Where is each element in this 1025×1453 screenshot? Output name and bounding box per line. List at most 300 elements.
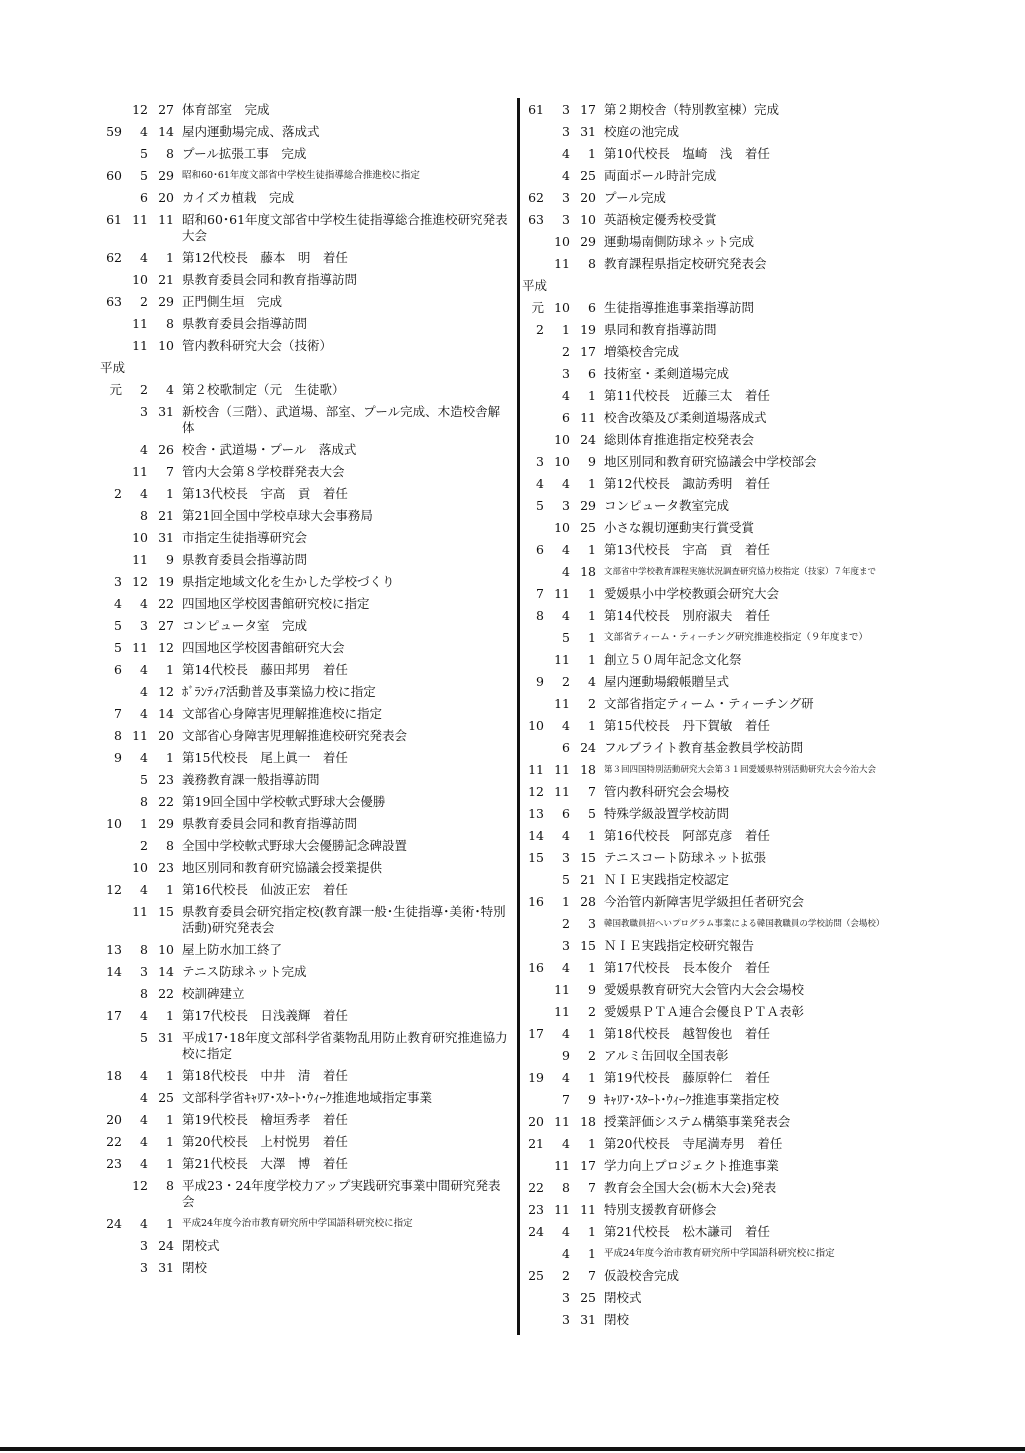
- month-cell: 6: [562, 740, 570, 755]
- year-cell: 5: [114, 640, 122, 655]
- year-cell: 63: [528, 212, 544, 227]
- year-cell: 20: [528, 1114, 544, 1129]
- year-cell: [522, 652, 544, 668]
- day-cell: 1: [588, 630, 596, 645]
- event-text: プール完成: [604, 190, 666, 205]
- event-text: 平成23・24年度学校力アップ実践研究事業中間研究発表会: [182, 1178, 501, 1209]
- event-text: 校舎・武道場・プール 落成式: [182, 442, 357, 457]
- month-cell: 11: [554, 762, 570, 777]
- event-text: 市指定生徒指導研究会: [182, 530, 308, 545]
- timeline-entry: [522, 1045, 922, 1067]
- year-cell: 23: [106, 1156, 122, 1171]
- day-cell: 17: [580, 102, 596, 117]
- year-cell: 元: [109, 382, 122, 397]
- year-cell: [100, 794, 122, 810]
- day-cell: 1: [588, 960, 596, 975]
- event-text: 県教育委員会指導訪問: [182, 552, 308, 567]
- year-cell: 13: [528, 806, 544, 821]
- month-cell: 8: [562, 1180, 570, 1195]
- timeline-entry: [522, 121, 922, 143]
- timeline-entry: [522, 1287, 922, 1309]
- timeline-entry: [100, 1131, 510, 1153]
- day-cell: 3: [588, 916, 596, 931]
- event-text: テニス防球ネット完成: [182, 964, 307, 979]
- event-text: 閉校式: [182, 1238, 220, 1253]
- year-cell: 3: [114, 574, 122, 589]
- day-cell: 23: [158, 772, 174, 787]
- year-cell: [100, 1260, 122, 1276]
- timeline-entry: [522, 759, 922, 781]
- year-cell: [522, 630, 544, 646]
- timeline-entry: [100, 505, 510, 527]
- month-cell: 10: [132, 530, 148, 545]
- timeline-entry: [522, 231, 922, 253]
- year-cell: [522, 1290, 544, 1306]
- day-cell: 31: [580, 124, 596, 139]
- event-text: 平成24年度今治市教育研究所中学国語科研究校に指定: [604, 1248, 835, 1259]
- day-cell: 8: [166, 838, 174, 853]
- year-cell: [522, 740, 544, 756]
- day-cell: 15: [158, 904, 174, 919]
- month-cell: 5: [562, 630, 570, 645]
- month-cell: 11: [554, 586, 570, 601]
- event-text: 英語検定優秀校受賞: [604, 212, 717, 227]
- event-text: 第21代校長 松木謙司 着任: [604, 1224, 770, 1239]
- timeline-entry: [100, 99, 510, 121]
- day-cell: 1: [588, 476, 596, 491]
- event-text: 文部科学省ｷｬﾘｱ･ｽﾀｰﾄ･ｳｨｰｸ推進地域指定事業: [182, 1090, 433, 1105]
- month-cell: 8: [140, 942, 148, 957]
- month-cell: 8: [140, 508, 148, 523]
- month-cell: 11: [554, 1158, 570, 1173]
- year-cell: 7: [536, 586, 544, 601]
- timeline-entry: [100, 983, 510, 1005]
- month-cell: 11: [554, 784, 570, 799]
- timeline-entry: [522, 319, 922, 341]
- timeline-entry: [522, 1243, 922, 1265]
- year-cell: [522, 982, 544, 998]
- event-text: 仮設校舎完成: [604, 1268, 680, 1283]
- year-cell: [522, 1092, 544, 1108]
- month-cell: 11: [554, 696, 570, 711]
- month-cell: 4: [140, 684, 148, 699]
- event-text: 全国中学校軟式野球大会優勝記念碑設置: [182, 838, 408, 853]
- event-text: 第11代校長 近藤三太 着任: [604, 388, 770, 403]
- month-cell: 4: [140, 750, 148, 765]
- year-cell: [100, 338, 122, 354]
- timeline-entry: [522, 1155, 922, 1177]
- event-text: フルブライト教育基金教員学校訪問: [604, 740, 804, 755]
- month-cell: 4: [562, 1136, 570, 1151]
- timeline-entry: [522, 1265, 922, 1287]
- timeline-entry: [522, 253, 922, 275]
- timeline-entry: [522, 143, 922, 165]
- year-cell: 11: [528, 762, 544, 777]
- timeline-entry: [522, 561, 922, 583]
- day-cell: 1: [588, 1224, 596, 1239]
- day-cell: 20: [158, 728, 174, 743]
- month-cell: 4: [140, 662, 148, 677]
- day-cell: 22: [158, 986, 174, 1001]
- month-cell: 3: [562, 1290, 570, 1305]
- timeline-entry: [100, 1257, 510, 1279]
- month-cell: 10: [554, 454, 570, 469]
- year-cell: 19: [528, 1070, 544, 1085]
- timeline-entry: [100, 1087, 510, 1109]
- event-text: 県教育委員会研究指定校(教育課一般･生徒指導･美術･特別活動)研究発表会: [182, 904, 506, 935]
- event-text: アルミ缶回収全国表彰: [604, 1048, 729, 1063]
- day-cell: 2: [588, 1048, 596, 1063]
- timeline-entry: [522, 715, 922, 737]
- year-cell: 4: [536, 476, 544, 491]
- month-cell: 12: [132, 574, 148, 589]
- year-cell: [100, 316, 122, 332]
- year-cell: [100, 464, 122, 480]
- timeline-entry: [522, 803, 922, 825]
- year-cell: 8: [114, 728, 122, 743]
- timeline-entry: [522, 649, 922, 671]
- event-text: 第10代校長 塩崎 浅 着任: [604, 146, 770, 161]
- event-text: コンピュータ室 完成: [182, 618, 308, 633]
- event-text: 文部省ティーム・ティーチング研究推進校指定（９年度まで）: [604, 632, 868, 643]
- day-cell: 10: [158, 338, 174, 353]
- year-cell: [100, 1090, 122, 1106]
- month-cell: 3: [562, 1312, 570, 1327]
- event-text: 昭和60･61年度文部省中学校生徒指導総合推進校に指定: [182, 170, 420, 181]
- event-text: 第12代校長 藤本 明 着任: [182, 250, 348, 265]
- day-cell: 8: [166, 1178, 174, 1193]
- day-cell: 1: [166, 1134, 174, 1149]
- day-cell: 1: [588, 718, 596, 733]
- timeline-entry: [100, 1109, 510, 1131]
- month-cell: 4: [562, 608, 570, 623]
- month-cell: 4: [140, 1112, 148, 1127]
- event-text: ＮＩＥ実践指定校研究報告: [604, 938, 755, 953]
- month-cell: 3: [562, 124, 570, 139]
- era-heading: [100, 357, 510, 379]
- event-text: 第19代校長 藤原幹仁 着任: [604, 1070, 770, 1085]
- timeline-entry: [100, 527, 510, 549]
- day-cell: 24: [580, 432, 596, 447]
- year-cell: [522, 1246, 544, 1262]
- event-text: 小さな親切運動実行賞受賞: [604, 520, 755, 535]
- month-cell: 10: [554, 520, 570, 535]
- month-cell: 5: [562, 872, 570, 887]
- year-cell: [522, 146, 544, 162]
- year-cell: 9: [536, 674, 544, 689]
- year-cell: [100, 442, 122, 458]
- month-cell: 4: [140, 596, 148, 611]
- year-cell: [522, 938, 544, 954]
- year-cell: [522, 366, 544, 382]
- timeline-entry: [522, 1089, 922, 1111]
- event-text: 県同和教育指導訪問: [604, 322, 717, 337]
- timeline-entry: [100, 835, 510, 857]
- month-cell: 4: [140, 882, 148, 897]
- event-text: 閉校: [604, 1312, 630, 1327]
- year-cell: 7: [114, 706, 122, 721]
- day-cell: 31: [158, 1260, 174, 1275]
- event-text: 第２期校舎（特別教室棟）完成: [604, 102, 780, 117]
- year-cell: 12: [528, 784, 544, 799]
- event-text: 閉校: [182, 1260, 208, 1275]
- day-cell: 7: [166, 464, 174, 479]
- day-cell: 21: [158, 508, 174, 523]
- timeline-entry: [100, 461, 510, 483]
- month-cell: 2: [562, 344, 570, 359]
- timeline-entry: [100, 313, 510, 335]
- day-cell: 9: [588, 982, 596, 997]
- event-text: 校庭の池完成: [604, 124, 680, 139]
- month-cell: 10: [132, 860, 148, 875]
- year-cell: [522, 388, 544, 404]
- month-cell: 11: [554, 652, 570, 667]
- month-cell: 11: [132, 552, 148, 567]
- month-cell: 4: [140, 124, 148, 139]
- timeline-entry: [522, 297, 922, 319]
- day-cell: 1: [166, 1156, 174, 1171]
- year-cell: 8: [536, 608, 544, 623]
- year-cell: 21: [528, 1136, 544, 1151]
- event-text: 第17代校長 日浅義輝 着任: [182, 1008, 348, 1023]
- day-cell: 12: [158, 640, 174, 655]
- day-cell: 18: [580, 564, 596, 579]
- month-cell: 4: [140, 1068, 148, 1083]
- event-text: 愛媛県ＰＴＡ連合会優良ＰＴＡ表彰: [604, 1004, 805, 1019]
- month-cell: 11: [132, 338, 148, 353]
- timeline-entry: [522, 627, 922, 649]
- year-cell: [522, 168, 544, 184]
- timeline-entry: [100, 379, 510, 401]
- day-cell: 11: [580, 410, 596, 425]
- month-cell: 4: [140, 1156, 148, 1171]
- year-cell: 24: [528, 1224, 544, 1239]
- year-cell: 60: [106, 168, 122, 183]
- event-text: ｷｬﾘｱ･ｽﾀｰﾄ･ｳｨｰｸ推進事業指定校: [604, 1092, 780, 1107]
- timeline-entry: [522, 341, 922, 363]
- day-cell: 1: [588, 1246, 596, 1261]
- day-cell: 29: [580, 234, 596, 249]
- event-text: 義務教育課一般指導訪問: [182, 772, 320, 787]
- day-cell: 10: [580, 212, 596, 227]
- timeline-entry: [522, 1221, 922, 1243]
- month-cell: 3: [562, 498, 570, 513]
- day-cell: 9: [588, 1092, 596, 1107]
- event-text: 第16代校長 阿部克彦 着任: [604, 828, 770, 843]
- day-cell: 1: [166, 1008, 174, 1023]
- timeline-entry: [100, 769, 510, 791]
- event-text: 文部省心身障害児理解推進校研究発表会: [182, 728, 408, 743]
- timeline-entry: [522, 1133, 922, 1155]
- event-text: 韓国教職員招へいプログラム事業による韓国教職員の学校訪問（会場校）: [604, 919, 885, 929]
- year-cell: 16: [528, 960, 544, 975]
- day-cell: 1: [588, 1136, 596, 1151]
- month-cell: 4: [140, 250, 148, 265]
- timeline-entry: [522, 539, 922, 561]
- event-text: 四国地区学校図書館研究校に指定: [182, 596, 370, 611]
- event-text: 第18代校長 中井 清 着任: [182, 1068, 348, 1083]
- year-cell: [100, 102, 122, 118]
- day-cell: 14: [158, 964, 174, 979]
- timeline-entry: [522, 671, 922, 693]
- year-cell: [100, 904, 122, 936]
- month-cell: 4: [562, 168, 570, 183]
- month-cell: 3: [562, 190, 570, 205]
- day-cell: 31: [158, 404, 174, 419]
- year-cell: [100, 190, 122, 206]
- timeline-entry: [522, 935, 922, 957]
- event-text: 教育課程県指定校研究発表会: [604, 256, 767, 271]
- event-text: 屋内運動場完成、落成式: [182, 124, 320, 139]
- month-cell: 4: [140, 1090, 148, 1105]
- event-text: 特別支援教育研修会: [604, 1202, 717, 1217]
- event-text: 授業評価システム構築事業発表会: [604, 1114, 791, 1129]
- month-cell: 4: [562, 1026, 570, 1041]
- day-cell: 24: [580, 740, 596, 755]
- day-cell: 1: [166, 486, 174, 501]
- year-cell: 63: [106, 294, 122, 309]
- month-cell: 4: [562, 1224, 570, 1239]
- year-cell: [522, 520, 544, 536]
- timeline-entry: [100, 165, 510, 187]
- day-cell: 4: [166, 382, 174, 397]
- day-cell: 9: [166, 552, 174, 567]
- year-cell: 62: [528, 190, 544, 205]
- timeline-entry: [100, 1005, 510, 1027]
- timeline-entry: [522, 869, 922, 891]
- month-cell: 11: [554, 1114, 570, 1129]
- day-cell: 2: [588, 1004, 596, 1019]
- year-cell: 9: [114, 750, 122, 765]
- event-text: 第15代校長 尾上眞一 着任: [182, 750, 348, 765]
- day-cell: 31: [580, 1312, 596, 1327]
- month-cell: 2: [562, 916, 570, 931]
- month-cell: 6: [140, 190, 148, 205]
- month-cell: 4: [562, 1070, 570, 1085]
- timeline-entry: [100, 659, 510, 681]
- month-cell: 2: [140, 382, 148, 397]
- year-cell: 61: [528, 102, 544, 117]
- month-cell: 3: [140, 404, 148, 419]
- timeline-entry: [100, 681, 510, 703]
- timeline-entry: [100, 879, 510, 901]
- day-cell: 28: [580, 894, 596, 909]
- day-cell: 1: [588, 608, 596, 623]
- month-cell: 2: [140, 294, 148, 309]
- month-cell: 4: [562, 388, 570, 403]
- year-cell: [100, 404, 122, 436]
- year-cell: 59: [106, 124, 122, 139]
- year-cell: [522, 916, 544, 932]
- timeline-entry: [522, 1111, 922, 1133]
- year-cell: [522, 256, 544, 272]
- year-cell: 5: [114, 618, 122, 633]
- month-cell: 9: [562, 1048, 570, 1063]
- year-cell: 18: [106, 1068, 122, 1083]
- year-cell: [522, 1312, 544, 1328]
- year-cell: [522, 344, 544, 360]
- day-cell: 25: [158, 1090, 174, 1105]
- era-heading: [522, 275, 922, 297]
- year-cell: 14: [106, 964, 122, 979]
- day-cell: 27: [158, 618, 174, 633]
- month-cell: 11: [554, 982, 570, 997]
- event-text: 第13代校長 宇高 貢 着任: [182, 486, 348, 501]
- month-cell: 4: [562, 146, 570, 161]
- era-label: 平成: [100, 360, 126, 375]
- day-cell: 1: [588, 388, 596, 403]
- month-cell: 6: [562, 410, 570, 425]
- month-cell: 4: [140, 1008, 148, 1023]
- month-cell: 11: [554, 256, 570, 271]
- year-cell: 元: [531, 300, 544, 315]
- timeline-entry: [100, 593, 510, 615]
- timeline-entry: [100, 401, 510, 439]
- timeline-entry: [100, 1153, 510, 1175]
- day-cell: 21: [580, 872, 596, 887]
- event-text: 第16代校長 仙波正宏 着任: [182, 882, 348, 897]
- day-cell: 6: [588, 300, 596, 315]
- year-cell: [100, 860, 122, 876]
- event-text: 第19代校長 檜垣秀孝 着任: [182, 1112, 348, 1127]
- timeline-entry: [522, 517, 922, 539]
- year-cell: [100, 986, 122, 1002]
- day-cell: 19: [158, 574, 174, 589]
- left-column: [100, 99, 510, 1279]
- month-cell: 2: [562, 674, 570, 689]
- timeline-entry: [522, 407, 922, 429]
- event-text: プール拡張工事 完成: [182, 146, 307, 161]
- event-text: 生徒指導推進事業指導訪問: [604, 300, 755, 315]
- timeline-entry: [100, 1235, 510, 1257]
- month-cell: 11: [132, 640, 148, 655]
- month-cell: 4: [562, 564, 570, 579]
- event-text: ﾎﾞﾗﾝﾃｨｱ活動普及事業協力校に指定: [182, 684, 376, 699]
- month-cell: 11: [132, 316, 148, 331]
- event-text: 増築校舎完成: [604, 344, 680, 359]
- event-text: 技術室・柔剣道場完成: [604, 366, 730, 381]
- month-cell: 4: [562, 542, 570, 557]
- timeline-entry: [522, 891, 922, 913]
- year-cell: [100, 1178, 122, 1210]
- timeline-entry: [522, 1023, 922, 1045]
- month-cell: 4: [140, 1216, 148, 1231]
- year-cell: [522, 410, 544, 426]
- year-cell: 5: [536, 498, 544, 513]
- era-label: 平成: [522, 278, 548, 293]
- day-cell: 15: [580, 850, 596, 865]
- year-cell: [100, 1238, 122, 1254]
- year-cell: 3: [536, 454, 544, 469]
- year-cell: 13: [106, 942, 122, 957]
- month-cell: 3: [562, 102, 570, 117]
- timeline-entry: [100, 1027, 510, 1065]
- month-cell: 10: [132, 272, 148, 287]
- month-cell: 1: [562, 322, 570, 337]
- year-cell: [522, 872, 544, 888]
- timeline-entry: [100, 1213, 510, 1235]
- timeline-entry: [100, 209, 510, 247]
- day-cell: 1: [588, 828, 596, 843]
- timeline-entry: [100, 961, 510, 983]
- day-cell: 21: [158, 272, 174, 287]
- month-cell: 8: [140, 794, 148, 809]
- day-cell: 1: [588, 652, 596, 667]
- timeline-entry: [100, 247, 510, 269]
- event-text: 正門側生垣 完成: [182, 294, 283, 309]
- timeline-entry: [100, 483, 510, 505]
- month-cell: 5: [140, 1030, 148, 1045]
